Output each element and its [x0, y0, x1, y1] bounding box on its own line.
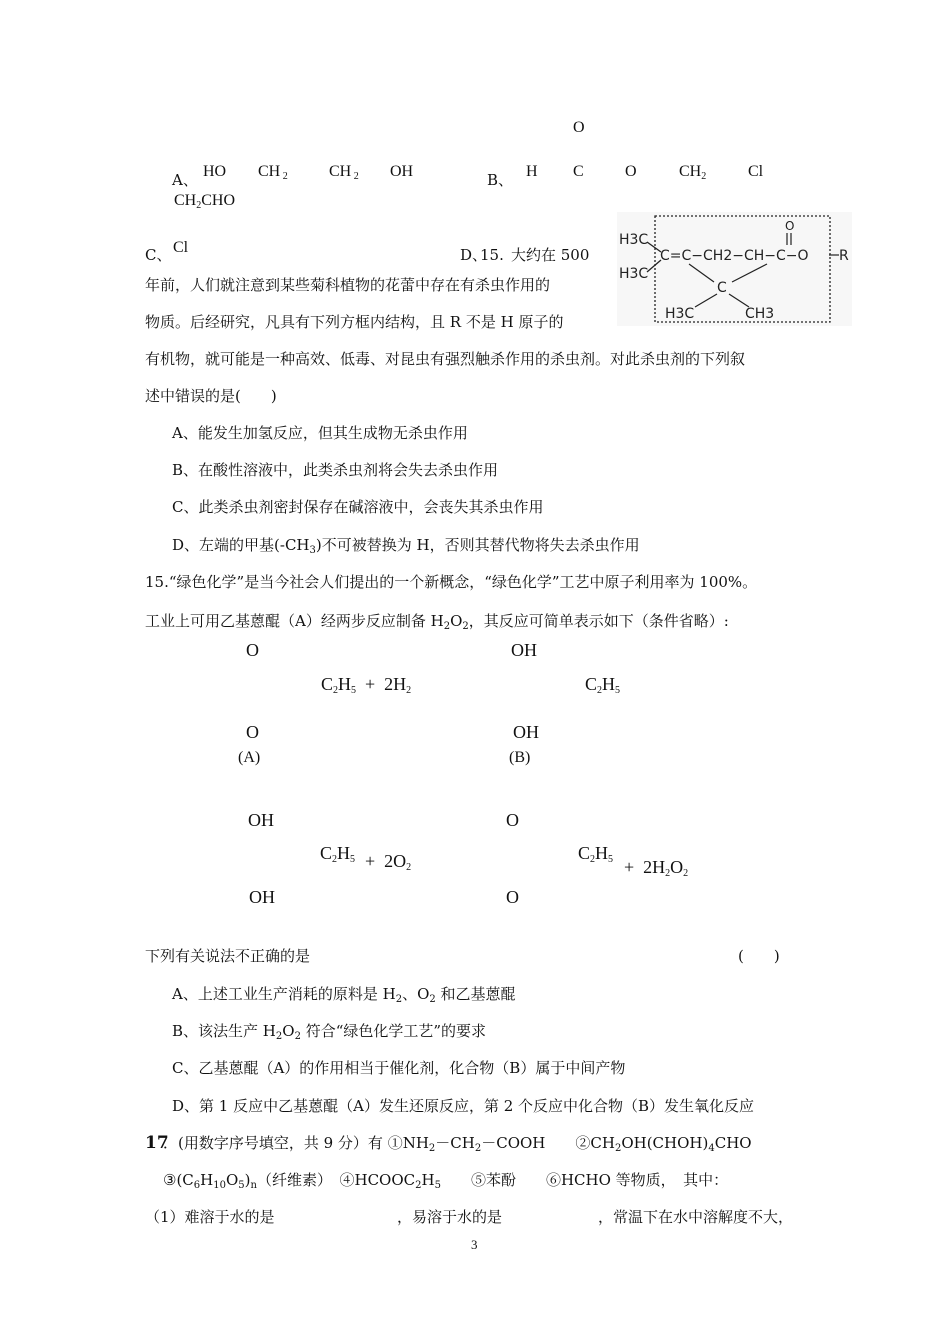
rxn1-a-top-o: O [246, 640, 259, 660]
struct-ring-ch3: CH3 [745, 306, 775, 322]
q15a-intro-4: 有机物，就可能是一种高效、低毒、对昆虫有强烈触杀作用的杀虫剂。对此杀虫剂的下列叙 [145, 350, 746, 368]
structure-svg [617, 212, 852, 326]
q17-blank-3-label: ，常温下在水中溶解度不大， [598, 1208, 794, 1226]
q17-blank-1-label: （1）难溶于水的是 [145, 1208, 275, 1226]
rxn2-a-top-o: O [506, 810, 519, 830]
option-a-extra-ch2cho: $CH_2CHO$ [174, 192, 236, 211]
option-b-atom-h: H [526, 163, 538, 180]
option-b-atom-ch2: $CH_2$ [679, 163, 707, 182]
struct-ring-c: C [717, 280, 727, 296]
rxn1-a-bottom-o: O [246, 722, 259, 742]
rxn2-a-sub: $C_2H_5$ [578, 843, 614, 865]
rxn1-b-sub: $C_2H_5$ [585, 674, 621, 696]
rxn1-a-label: (A) [238, 749, 261, 766]
q15b-option-c: C、乙基蒽醌（A）的作用相当于催化剂，化合物（B）属于中间产物 [172, 1059, 626, 1077]
rxn1-b-label: (B) [509, 749, 531, 766]
option-a-atom-ch2-1: CH $_2$ [258, 163, 288, 182]
q15b-intro-2: 工业上可用乙基蒽醌（A）经两步反应制备 $H_2O_2$，其反应可简单表示如下（条件省略）: [145, 612, 729, 632]
q15a-intro-5: 述中错误的是( ) [145, 387, 277, 405]
q15a-intro-1: 大约在 500 [511, 246, 590, 264]
insecticide-structure [617, 212, 852, 326]
b-carbonyl-o: O [573, 119, 585, 136]
rxn2-b-sub: $C_2H_5$ [320, 843, 356, 865]
q15a-option-c: C、此类杀虫剂密封保存在碱溶液中，会丧失其杀虫作用 [172, 498, 544, 516]
rxn2-a-bottom-o: O [506, 887, 519, 907]
q15a-option-d: D、左端的甲基$(-CH_3)$不可被替换为 H，否则其替代物将失去杀虫作用 [172, 536, 640, 556]
q15b-option-a: A、上述工业生产消耗的原料是 $H_2$、$O_2$ 和乙基蒽醌 [172, 985, 516, 1005]
rxn2-plus-h2o2: + $2H_2O_2$ [624, 857, 689, 879]
rxn2-plus-o2: + $2O_2$ [365, 851, 412, 873]
q15b-answer-paren: ( ) [738, 947, 780, 965]
option-a-atom-ho: HO [203, 163, 227, 180]
rxn2-b-top-oh: OH [248, 810, 274, 830]
struct-ring-h3c: H3C [665, 306, 695, 322]
q17-line-1: ．(用数字序号填空，共 9 分）有 $①NH_2-CH_2-COOH$ $②CH_2OH(CHOH)_4CHO$ [163, 1134, 752, 1154]
q15a-number: 15. [480, 246, 504, 264]
option-c-atom-cl: Cl [173, 239, 189, 256]
struct-h3c-bottom: H3C [619, 266, 649, 282]
q17-blank-2-label: ，易溶于水的是 [397, 1208, 503, 1226]
rxn1-b-bottom-oh: OH [513, 722, 539, 742]
q15a-option-a: A、能发生加氢反应，但其生成物无杀虫作用 [172, 424, 468, 442]
q15b-option-d: D、第 1 反应中乙基蒽醌（A）发生还原反应，第 2 个反应中化合物（B）发生氧化反应 [172, 1097, 755, 1115]
rxn1-plus-h2: + $2H_2$ [365, 674, 412, 696]
option-a-atom-ch2-2: CH $_2$ [329, 163, 359, 182]
page-number: 3 [471, 1237, 478, 1252]
rxn1-a-sub: $C_2H_5$ [321, 674, 357, 696]
q15a-intro-2: 年前，人们就注意到某些菊科植物的花蕾中存在有杀虫作用的 [145, 276, 551, 294]
option-b-atom-cl: Cl [748, 163, 764, 180]
q15a-intro-3: 物质。后经研究，凡具有下列方框内结构，且 R 不是 H 原子的 [145, 313, 564, 331]
option-d-label: D、 [460, 246, 488, 264]
rxn1-b-top-oh: OH [511, 640, 537, 660]
struct-h3c-top: H3C [619, 232, 649, 248]
option-b-atom-c: C [573, 163, 584, 180]
struct-r: R [839, 248, 849, 264]
struct-carbonyl-o: O [785, 219, 795, 233]
q15b-intro-1: 15.“绿色化学”是当今社会人们提出的一个新概念，“绿色化学”工艺中原子利用率为 100%。 [145, 573, 758, 591]
struct-main-chain: C=C−CH2−CH−C−O [660, 248, 809, 264]
rxn2-b-bottom-oh: OH [249, 887, 275, 907]
option-b-label: B、 [487, 171, 514, 189]
q15b-option-b: B、该法生产 $H_2O_2$ 符合“绿色化学工艺”的要求 [172, 1022, 487, 1042]
option-b-atom-o: O [625, 163, 637, 180]
option-a-label: A、 [172, 171, 198, 189]
q15a-option-b: B、在酸性溶液中，此类杀虫剂将会失去杀虫作用 [172, 461, 499, 479]
option-a-atom-oh: OH [390, 163, 414, 180]
q15b-question: 下列有关说法不正确的是 [145, 947, 311, 965]
option-c-label: C、 [145, 246, 172, 264]
q17-number: 17 [145, 1133, 169, 1153]
q17-line-2: $③(C_6H_{10}O_5)_n$（纤维素） $④HCOOC_2H_5$ ⑤苯酚 ⑥HCHO 等物质， 其中： [163, 1171, 729, 1191]
